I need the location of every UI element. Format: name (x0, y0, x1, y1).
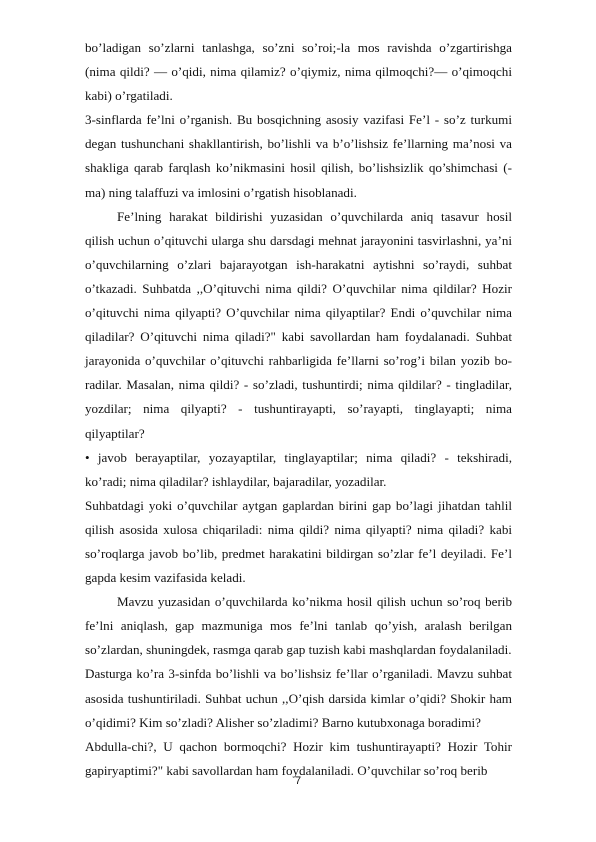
paragraph: Abdulla-chi?, U qachon bormoqchi? Hozir kim tushuntirayapti? Hozir Tohir gapiryaptimi?" kabi savollardan ham foydalaniladi. O’quvchilar so’roq berib (85, 738, 512, 778)
body-text (85, 36, 512, 783)
page-number: 7 (294, 775, 302, 787)
paragraph: bo’ladigan so’zlarni tanlashga, so’zni so’roi;-la mos ravishda o’zgartirishga (nima qildi? — o’qidi, nima qilamiz? o’qiymiz, nima qilmoqchi?— o’qimoqchi kabi) o’rgatiladi. (85, 40, 512, 104)
paragraph: Suhbatdagi yoki o’quvchilar aytgan gaplardan birini gap bo’lagi jihatdan tahlil qilish asosida xulosa chiqariladi: nima qildi? nima qilyapti? nima qiladi? kabi so’roqlarga javob bo’lib, predmet harakatini bildirgan so’zlar fe’l deyiladi. Fe’l gapda kesim vazifasida keladi. (85, 497, 512, 586)
paragraph: 3-sinflarda fe’lni o’rganish. Bu bosqichning asosiy vazifasi Fe’l - so’z turkumi degan tushunchani shakllantirish, bo’lishli va b’o’lishsiz fe’llarning ma’nosi va shakliga qarab farqlash ko’nikmasini hosil qilish, bo’lishsizlik qo’shimchasi (-ma) ning talaffuzi va imlosini o’rgatish hisoblanadi. (85, 112, 512, 200)
paragraph: Mavzu yuzasidan o’quvchilarda ko’nikma hosil qilish uchun so’roq berib fe’lni aniqlash, gap mazmuniga mos fe’lni tanlab qo’yish, aralash berilgan so’zlardan, shuningdek, rasmga qarab gap tuzish kabi mashqlardan foydalaniladi. (85, 594, 512, 658)
paragraph: Dasturga ko’ra 3-sinfda bo’lishli va bo’lishsiz fe’llar o’rganiladi. Mavzu suhbat asosida tushuntiriladi. Suhbat uchun ,,O’qish darsida kimlar o’qidi? Shokir ham o’qidimi? Kim so’zladi? Alisher so’zladimi? Barno kutubxonaga boradimi? (85, 666, 512, 730)
paragraph: Fe’lning harakat bildirishi yuzasidan o’quvchilarda aniq tasavur hosil qilish uchun o’qituvchi ularga shu darsdagi mehnat jarayonini tasvirlashni, ya’ni o’quvchilarning o’zlari bajarayotgan ish-harakatni aytishni so’raydi, suhbat o’tkazadi. Suhbatda ,,O’qituvchi nima qildi? O’quvchilar nima qildilar? Hozir o’qituvchi nima qilyapti? O’quvchilar nima qilyaptilar? Endi o’quvchilar nima qiladilar? O’qituvchi nima qiladi?" kabi savollardan ham foydalanadi. Suhbat jarayonida o’quvchilar o’qituvchi rahbarligida fe’llarni so’rog’i bilan yozib bo-radilar. Masalan, nima qildi? - so’zladi, tushuntirdi; nima qildilar? - tingladilar, yozdilar; nima qilyapti? - tushuntirayapti, so’rayapti, tinglayapti; nima qilyaptilar? (85, 208, 512, 441)
paragraph: • javob berayaptilar, yozayaptilar, tinglayaptilar; nima qiladi? - tekshiradi, ko’radi; nima qiladilar? ishlaydilar, bajaradilar, yozadilar. (85, 449, 512, 489)
